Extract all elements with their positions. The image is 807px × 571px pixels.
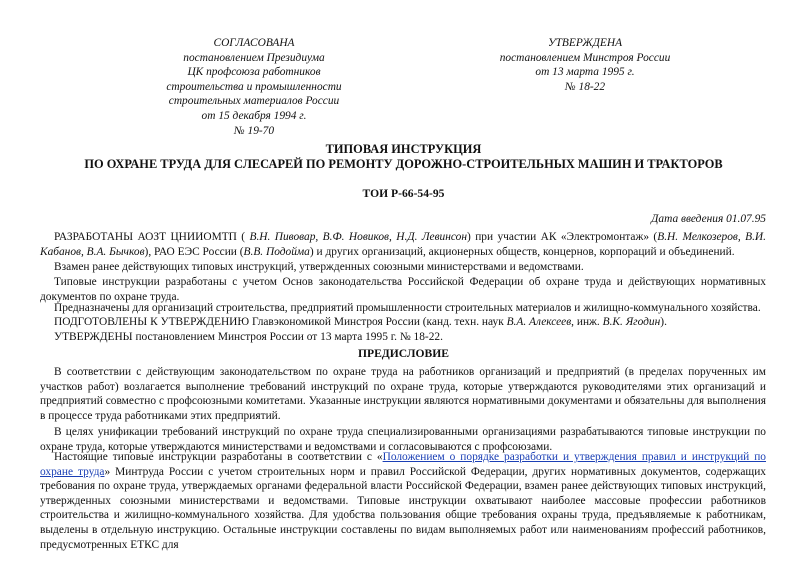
approval-right-line: постановлением Минстроя России bbox=[499, 51, 671, 64]
effective-date: Дата введения 01.07.95 bbox=[651, 213, 766, 225]
basis-paragraph: Типовые инструкции разработаны с учетом Основ законодательства Российской Федерации об охране труда и действующих нормативных документов по охране труда. bbox=[40, 276, 766, 303]
approval-left-line: строительных материалов России bbox=[168, 95, 340, 108]
replaces-paragraph: Взамен ранее действующих типовых инструкций, утвержденных союзными министерствами и ведомствами. bbox=[54, 261, 584, 273]
preface-paragraph-1: В соответствии с действующим законодательством по охране труда на работников организаций и предприятий (в пределах порученных им участков работ) возлагается выполнение требований инструкций по охране труда, которые утверждаются руководителями этих организаций и предприятий совместно с профсоюзными комитетами. Указанные инструкции являются нормативными документами и обязательны для выполнения в процессе труда работниками этих предприятий. bbox=[40, 366, 766, 422]
text-span: ) при участии АК «Электромонтаж» ( bbox=[467, 231, 658, 243]
authors-span: В.К. Ягодин bbox=[602, 316, 661, 328]
approval-right-line: от 13 марта 1995 г. bbox=[535, 66, 635, 79]
approval-block-right bbox=[470, 36, 700, 94]
text-span: ПОДГОТОВЛЕНЫ К УТВЕРЖДЕНИЮ Главэкономикой Минстроя России (канд. техн. наук bbox=[54, 316, 507, 328]
text-span: , инж. bbox=[571, 316, 603, 328]
intended-paragraph: Предназначены для организаций строительства, предприятий промышленности строительных материалов и жилищно-коммунального хозяйства. bbox=[54, 302, 761, 314]
text-span: РАЗРАБОТАНЫ АОЗТ ЦНИИОМТП ( bbox=[54, 231, 250, 243]
approval-left-title: СОГЛАСОВАНА bbox=[213, 37, 295, 49]
approved-paragraph: УТВЕРЖДЕНЫ постановлением Минстроя России от 13 марта 1995 г. № 18-22. bbox=[54, 331, 443, 343]
approval-block-left bbox=[139, 36, 369, 138]
approval-left-line: постановлением Президиума bbox=[183, 51, 325, 64]
preface-heading: ПРЕДИСЛОВИЕ bbox=[357, 347, 450, 360]
text-span: » Минтруда России с учетом строительных норм и правил Российской Федерации, других нормативных документов, содержащих требования по охране труда, утверждаемых органами федеральной власти Российской Федерации, взамен ранее действующих типовых инструкций, утвержденных союзными министерствами и ведомствами. Типовые инструкции охватывают наиболее массовые профессии работников строительства и жилищно-коммунального хозяйства. Для удобства пользования общие требования охраны труда, предъявляемые к работникам, выделены в отдельную инструкцию. Остальные инструкции составлены по видам выполняемых работ или наименованиям профессий работников, предусмотренных ЕТКС для bbox=[40, 465, 766, 551]
developed-by-paragraph bbox=[40, 230, 766, 259]
title-line-2: ПО ОХРАНЕ ТРУДА ДЛЯ СЛЕСАРЕЙ ПО РЕМОНТУ ДОРОЖНО-СТРОИТЕЛЬНЫХ МАШИН И ТРАКТОРОВ bbox=[84, 157, 723, 171]
title-line-1: ТИПОВАЯ ИНСТРУКЦИЯ bbox=[325, 142, 482, 156]
authors-span: В.В. Подойма bbox=[243, 245, 310, 258]
approval-left-line: от 15 декабря 1994 г. bbox=[201, 109, 307, 122]
document-code: ТОИ Р-66-54-95 bbox=[362, 187, 445, 200]
text-span: Настоящие типовые инструкции разработаны в соответствии с « bbox=[54, 451, 383, 463]
regulation-link[interactable]: Положением о порядке разработки и утверждения правил и инструкций по охране труда bbox=[40, 451, 767, 478]
approval-left-line: строительства и промышленности bbox=[166, 80, 342, 93]
authors-span: В.Н. Пивовар, В.Ф. Новиков, Н.Д. Левинсон bbox=[249, 231, 467, 243]
authors-span: В.А. Алексеев bbox=[506, 316, 572, 328]
preface-paragraph-2: В целях унификации требований инструкций по охране труда специализированными организациями разрабатываются типовые инструкции по охране труда, которые утверждаются министерствами и ведомствами и согласовываются с профсоюзами. bbox=[40, 426, 766, 453]
approval-right-line: № 18-22 bbox=[564, 80, 606, 93]
preface-paragraph-3 bbox=[40, 450, 766, 552]
text-span: ) и других организаций, акционерных обществ, концернов, корпораций и объединений. bbox=[309, 245, 735, 258]
approval-left-line: № 19-70 bbox=[233, 124, 275, 137]
document-title bbox=[0, 142, 807, 172]
text-span: ), РАО ЕЭС России ( bbox=[144, 245, 244, 258]
prepared-paragraph bbox=[40, 315, 766, 330]
approval-left-line: ЦК профсоюза работников bbox=[187, 66, 321, 79]
text-span: ). bbox=[660, 316, 667, 328]
approval-right-title: УТВЕРЖДЕНА bbox=[547, 37, 623, 49]
authors-span: В.Н. Мелкозеров, В.И. Кабанов, В.А. Бычков bbox=[40, 231, 766, 258]
